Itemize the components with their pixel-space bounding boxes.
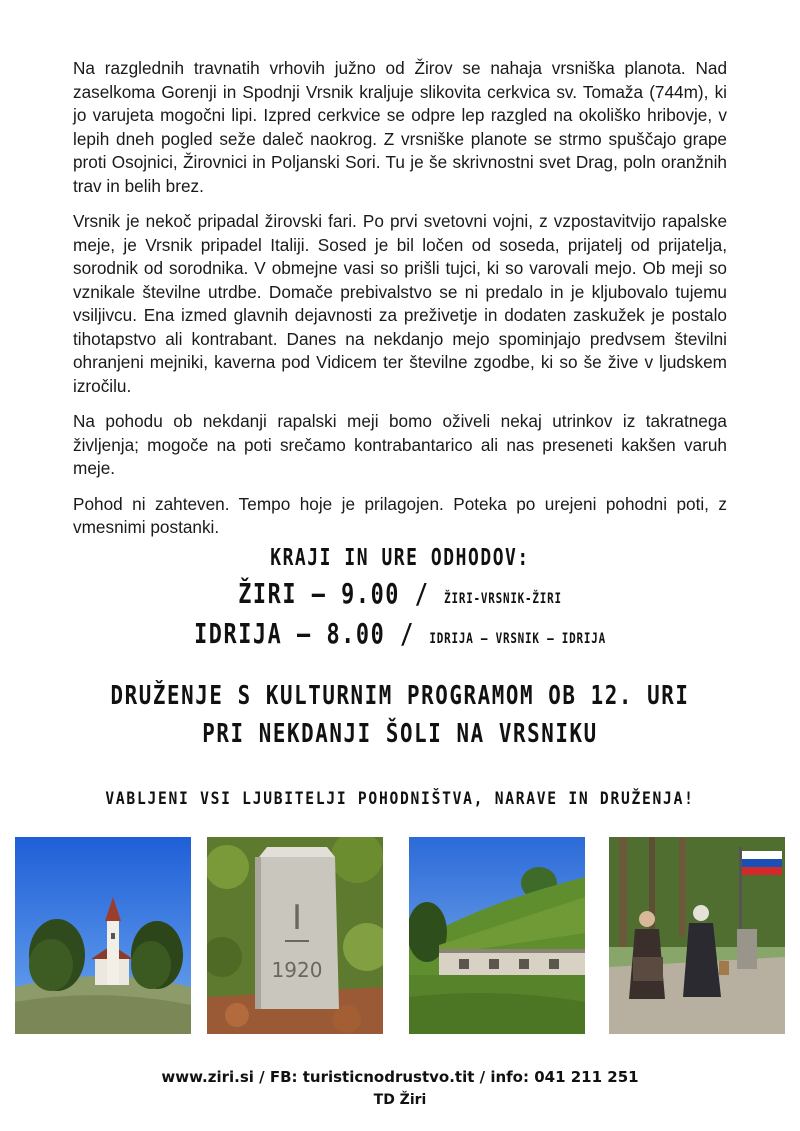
photo-costumed-women xyxy=(609,837,785,1034)
departure-ziri-time: ŽIRI – 9.00 / xyxy=(238,577,430,610)
costumed-women-graphic xyxy=(609,837,785,1034)
departure-ziri xyxy=(88,577,712,610)
intro-paragraph-1: Na razglednih travnatih vrhovih južno od Žirov se nahaja vrsniška planota. Nad zaselkoma Gorenji in Spodnji Vrsnik kraljuje slikovita cerkvica sv. Tomaža (744m), ki jo varujeta mogočni lipi. Izpred cerkvice se odpre lep razgled na okoliško hribovje, v lepih dneh pogled seže daleč naokrog. Z vrsniške planote se strmo spuščajo grape proti Osojnici, Žirovnici in Poljanski Sori. Tu je še skrivnostni svet Drag, poln oranžnih trav in belih brez. xyxy=(73,58,727,196)
departure-idrija-route: IDRIJA – VRSNIK – IDRIJA xyxy=(429,631,606,647)
gathering-line-1: DRUŽENJE S KULTURNIM PROGRAMOM OB 12. URI xyxy=(110,681,690,711)
intro-paragraph-3: Na pohodu ob nekdanji rapalski meji bomo oživeli nekaj utrinkov iz takratnega življenja; mogoče na poti srečamo kontrabantarico ali nas preseneti kakšen varuh meje. xyxy=(73,411,727,478)
boundary-stone-graphic xyxy=(207,837,383,1034)
photo-church xyxy=(15,837,191,1034)
intro-paragraph-2: Vrsnik je nekoč pripadal žirovski fari. Po prvi svetovni vojni, z vzpostavitvijo rapalske meje, je Vrsnik pripadel Italiji. Sosed je bil ločen od soseda, prijatelj od prijatelja, sorodnik od sorodnika. V obmejne vasi so prišli tujci, ki so varovali mejo. Ob meji so vznikale številne utrdbe. Domače prebivalstvo se ni predalo in je kljubovalo tujemu vsiljivcu. Ena izmed glavnih dejavnosti za preživetje in dodaten zaskužek je postalo tihotapstvo ali kontrabant. Danes na nekdanjo mejo spominjajo predvsem številni ohranjeni mejniki, kaverna pod Vidicem ter številne zgodbe, ki so še žive v ljudskem izročilu. xyxy=(73,211,727,396)
church-photo-graphic xyxy=(15,837,191,1034)
old-building-graphic xyxy=(409,837,585,1034)
intro-paragraph-4: Pohod ni zahteven. Tempo hoje je prilagojen. Poteka po urejeni pohodni poti, z vmesnimi postanki. xyxy=(73,493,727,537)
departure-idrija xyxy=(88,617,712,650)
photo-boundary-stone xyxy=(207,837,383,1034)
departure-ziri-route: ŽIRI-VRSNIK-ŽIRI xyxy=(444,591,562,607)
stone-mark: I xyxy=(291,898,303,938)
footer-contacts: www.ziri.si / FB: turisticnodrustvo.tit / info: 041 211 251 xyxy=(161,1068,639,1086)
departure-idrija-time: IDRIJA – 8.00 / xyxy=(194,617,415,650)
departures-heading: KRAJI IN URE ODHODOV: xyxy=(270,545,530,571)
intro-text xyxy=(73,57,727,552)
footer-organization: TD Žiri xyxy=(373,1092,427,1108)
invitation: VABLJENI VSI LJUBITELJI POHODNIŠTVA, NARAVE IN DRUŽENJA! xyxy=(105,789,695,809)
photo-old-building xyxy=(409,837,585,1034)
gathering-line-2: PRI NEKDANJI ŠOLI NA VRSNIKU xyxy=(202,719,598,749)
stone-year: 1920 xyxy=(271,958,323,982)
